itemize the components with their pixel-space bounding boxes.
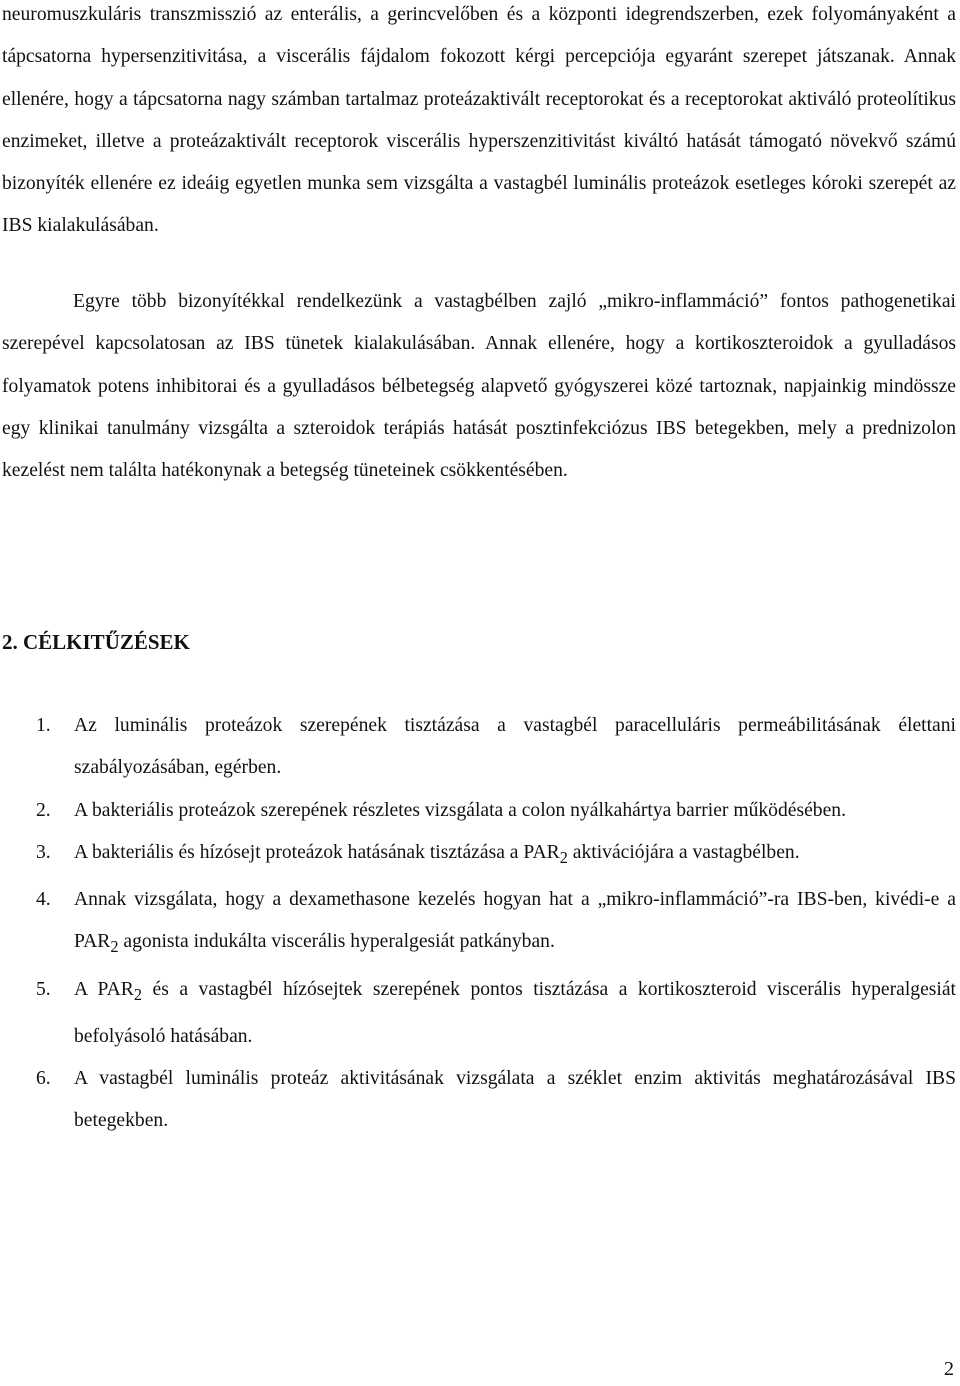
goal-text-continued: aktivációjára a vastagbélben. <box>567 841 800 863</box>
section-heading: 2. CÉLKITŰZÉSEK <box>2 630 190 654</box>
goal-number: 5. <box>36 978 51 1000</box>
goals-list <box>0 705 956 1143</box>
body-paragraph-2: Egyre több bizonyítékkal rendelkezünk a vastagbélben zajló „mikro-inflammáció” fontos pathogenetikai szerepével kapcsolatosan az IBS tünetek kialakulásában. Annak ellenére, hogy a kortikoszteroidok a gyulladásos folyamatok potens inhibitorai és a gyulladásos bélbetegség alapvető gyógyszerei közé tartoznak, napjainkig mindössze egy klinikai tanulmány vizsgálta a szteroidok terápiás hatását posztinfekciózus IBS betegekben, mely a prednizolon kezelést nem találta hatékonynak a betegség tüneteinek csökkentésében. <box>2 291 956 482</box>
goal-text: A vastagbél luminális proteáz aktivitásának vizsgálata a széklet enzim aktivitás meghatározásával IBS betegekben. <box>74 1068 956 1132</box>
goal-number: 3. <box>36 841 51 863</box>
subscript: 2 <box>110 937 119 957</box>
subscript: 2 <box>133 984 143 1004</box>
goal-item-1 <box>0 705 956 790</box>
goal-number: 1. <box>36 715 51 736</box>
goal-item-5 <box>0 969 956 1059</box>
goal-number: 6. <box>36 1068 51 1090</box>
goal-text: A PAR <box>74 978 134 1000</box>
goal-text-continued: és a vastagbél hízósejtek szerepének pontos tisztázása a kortikoszteroid viscerális hyperalgesiát befolyásoló hatásában. <box>74 978 956 1047</box>
body-paragraph-1: neuromuszkuláris transzmisszió az enterális, a gerincvelőben és a központi idegrendszerben, ezek folyományaként a tápcsatorna hypersenzitivitása, a viscerális fájdalom fokozott kérgi percepciója egyaránt szerepet játszanak. Annak ellenére, hogy a tápcsatorna nagy számban tartalmaz proteázaktivált receptorokat és a receptorokat aktiváló proteolítikus enzimeket, illetve a proteázaktivált receptorok viscerális hyperszenzitivitást kiváltó hatását támogató növekvő számú bizonyíték ellenére ez ideáig egyetlen munka sem vizsgálta a vastagbél luminális proteázok esetleges kóroki szerepét az IBS kialakulásában. <box>2 4 956 237</box>
goal-number: 4. <box>36 889 51 911</box>
page-number: 2 <box>944 1358 954 1380</box>
goal-number: 2. <box>36 799 51 821</box>
goal-item-2 <box>0 790 956 832</box>
goal-text: Annak vizsgálata, hogy a dexamethasone kezelés hogyan hat a „mikro-inflammáció”-ra IBS-ben, kivédi-e a PAR <box>74 889 956 953</box>
goal-item-4 <box>0 879 956 969</box>
goal-item-3 <box>0 832 956 879</box>
goal-item-6 <box>0 1058 956 1143</box>
goal-text: A bakteriális és hízósejt proteázok hatásának tisztázása a PAR <box>74 841 560 863</box>
goal-text-continued: agonista indukálta viscerális hyperalgesiát patkányban. <box>118 931 555 953</box>
goal-text: Az luminális proteázok szerepének tisztázása a vastagbél paracelluláris permeábilitásának élettani szabályozásában, egérben. <box>74 715 956 779</box>
goal-text: A bakteriális proteázok szerepének részletes vizsgálata a colon nyálkahártya barrier működésében. <box>74 799 846 821</box>
subscript: 2 <box>559 847 568 867</box>
